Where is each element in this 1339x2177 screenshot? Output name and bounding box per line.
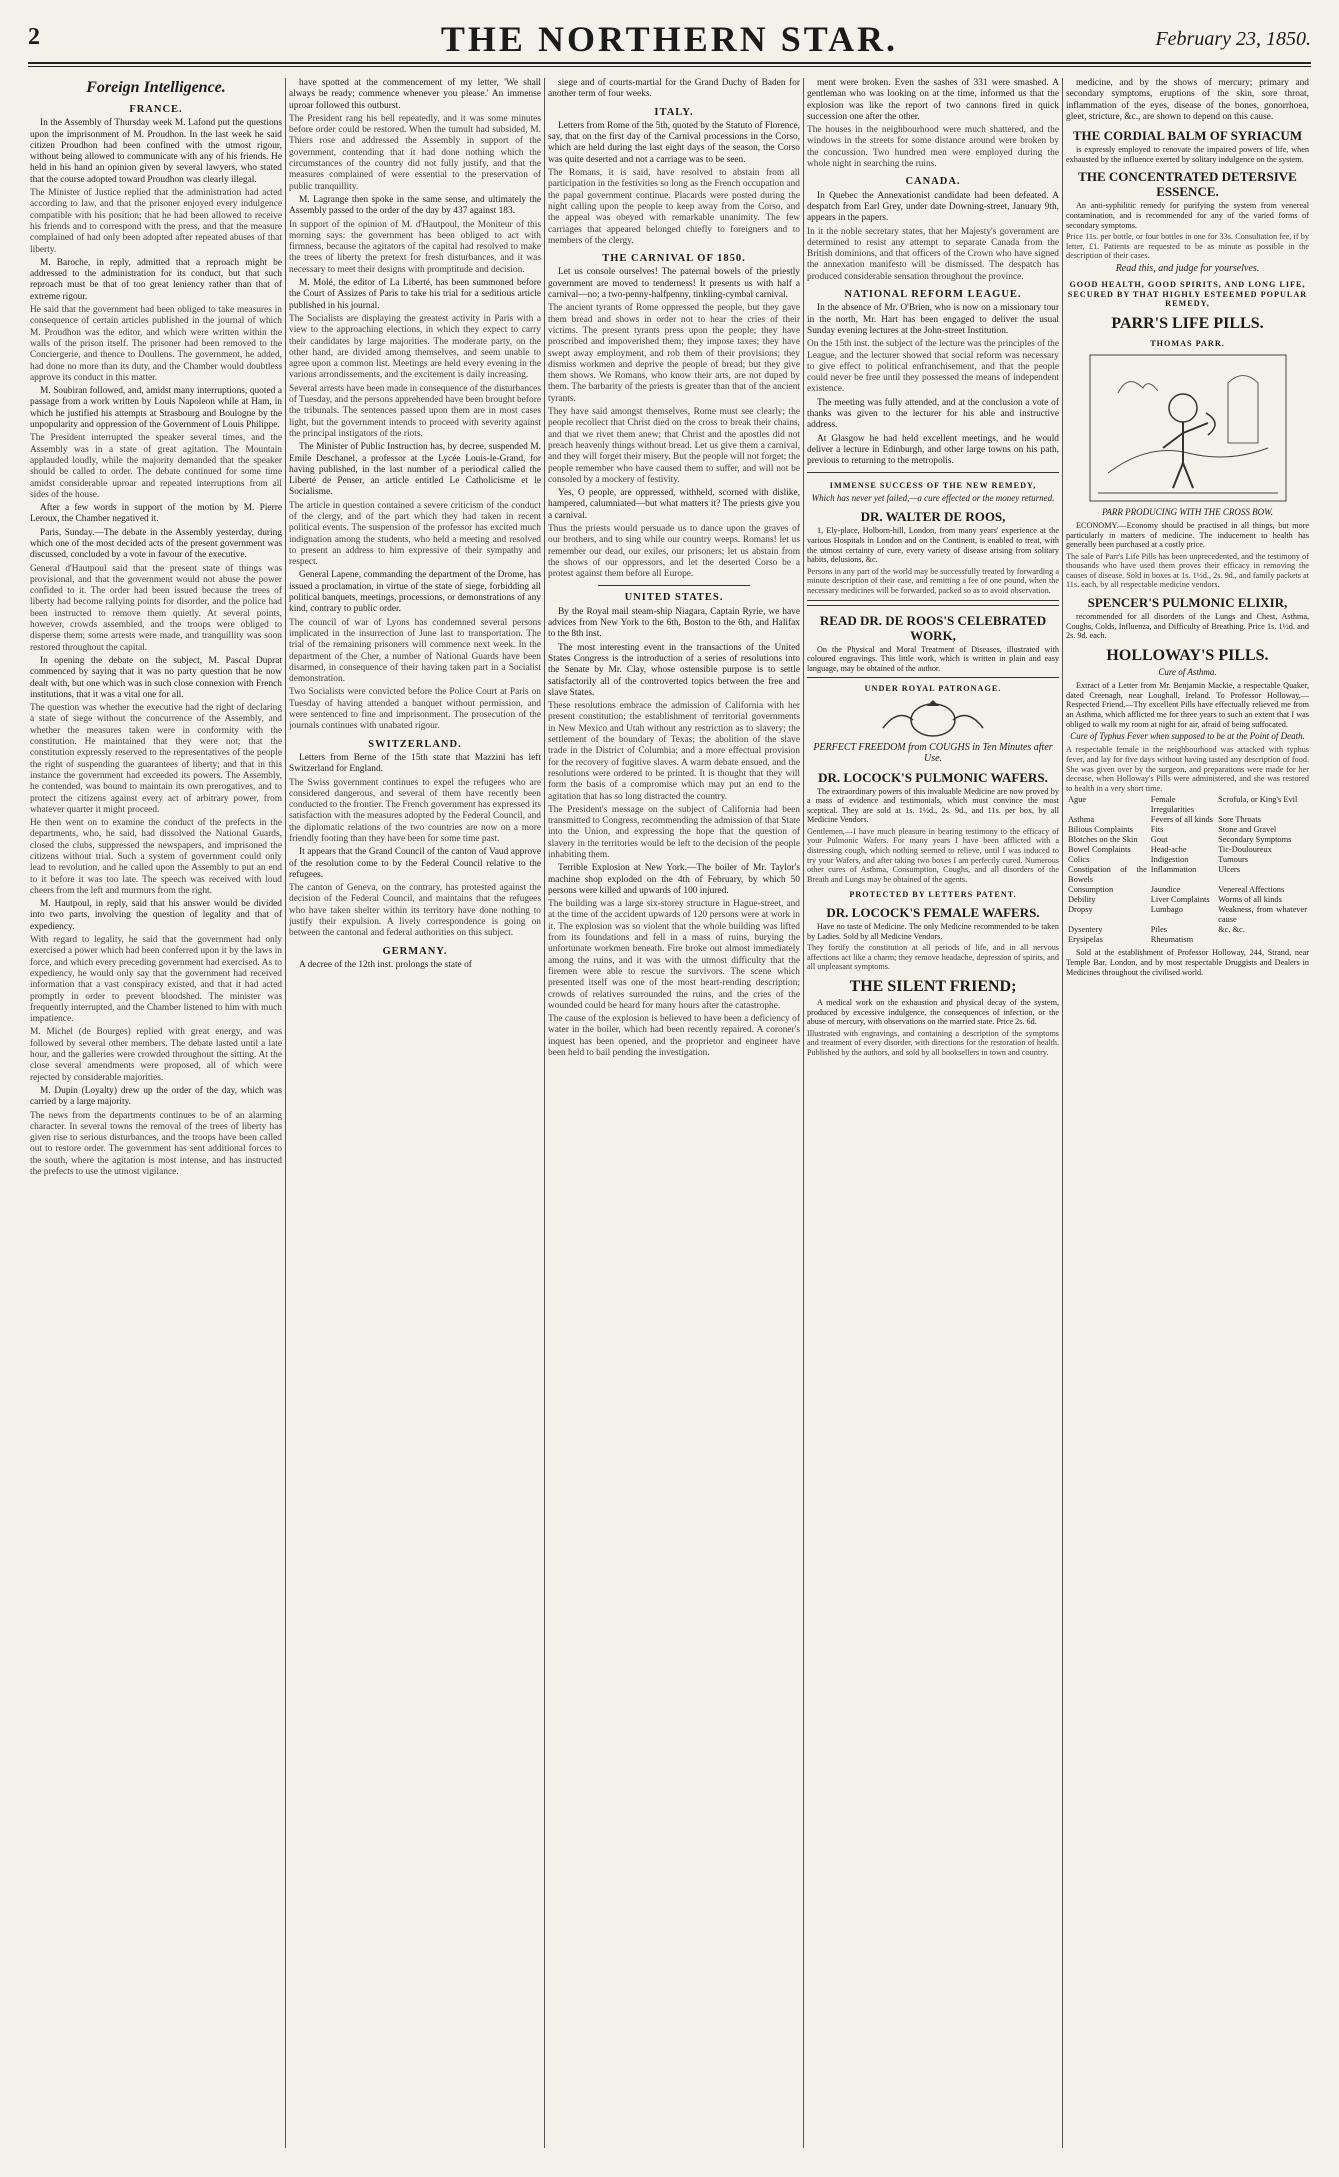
article-paragraph: It appears that the Grand Council of the canton of Vaud approve of the resolution come to by the Federal Council relative to the refugees. [289, 847, 541, 880]
ad-headline: IMMENSE SUCCESS OF THE NEW REMEDY, [829, 480, 1037, 490]
newspaper-title: THE NORTHERN STAR. [440, 19, 899, 59]
body-text: The council of war of Lyons has condemned several persons implicated in the insurrection of June last to transportation. The trial of the remaining prisoners will commence next week. In the department of the Cher, a number of National Guards have been disarmed, in consequence of their having taken part in a Socialist demonstration. [289, 617, 541, 685]
ad-body: On the Physical and Moral Treatment of Diseases, illustrated with coloured engravings. This little work, which is written in plain and easy language, may be obtained of the author. [807, 644, 1059, 673]
ailment-cell: &c. &c. [1218, 925, 1245, 935]
body-text: Persons in any part of the world may be successfully treated by forwarding a minute description of their case, and remitting a fee of one pound, when the necessary medicines will be forwarded, packed so as to avoid observation. [807, 566, 1059, 595]
advertisement-de-roos-work [807, 605, 1059, 679]
ad-headline: THE CORDIAL BALM OF SYRIACUM [1072, 128, 1303, 144]
ailment-cell: Indigestion [1150, 855, 1189, 865]
separator [598, 585, 749, 586]
engraving-caption: PARR PRODUCING WITH THE CROSS BOW. [1102, 506, 1273, 517]
advertisement-de-roos [807, 472, 1059, 601]
ailment-cell: Bowel Complaints [1068, 845, 1131, 855]
heading-carnival: THE CARNIVAL OF 1850. [602, 253, 746, 265]
column-5 [1066, 78, 1309, 2148]
ailment-cell: Blotches on the Skin [1068, 835, 1138, 845]
ailment-cell: Debility [1068, 895, 1096, 905]
body-text: These resolutions embrace the admission of California with her present constitution; the establishment of territorial governments in New Mexico and Utah without any restriction as to slavery; the settlement of the boundary of Texas; the abolition of the slave trade in the District of Columbia; and a more effectual provision for the recovery of fugitive slaves. A warm debate ensued, and the resolutions were ordered to be printed. It is thought that they will form the basis of a compromise which may put an end to the agitation that has so long distracted the country. [548, 701, 800, 802]
body-text: The building was a large six-storey structure in Hague-street, and at the time of the accident upwards of 120 persons were at work in it. The explosion was so violent that the whole building was lifted from its foundations and fell in a mass of ruins, burying the unfortunate workmen beneath. Fire broke out almost immediately among the ruins, and it was with the utmost difficulty that the firemen were able to rescue the survivors. The scene which presented itself was one of the most heart-rending description; crowds of relatives surrounded the ruins, and the cries of the wounded could be heard for many hours after the catastrophe. [548, 899, 800, 1011]
body-text: The article in question contained a severe criticism of the conduct of the clergy, and of the part which they had taken in recent political events. The suspension of the professor has excited much indignation among the students, who held a meeting and resolved to present an address to him expressive of their sympathy and respect. [289, 500, 541, 568]
heading-italy: ITALY. [654, 106, 694, 118]
ad-subheadline: THOMAS PARR. [1150, 339, 1225, 349]
heading-france: FRANCE. [129, 104, 183, 115]
column-divider [544, 78, 545, 2148]
ailment-cell: Worms of all kinds [1218, 895, 1282, 905]
body-text: He then went on to examine the conduct of the prefects in the departments, who, he said, had dissolved the National Guards, closed the clubs, suppressed the newspapers, and imprisoned the citizens without trial. Such a system of government could only lead to revolution, and he called upon the Assembly to put an end to it before it was too late. The speech was received with loud cheers from the left and murmurs from the right. [30, 818, 282, 896]
column-1 [30, 78, 282, 2148]
body-text: The President rang his bell repeatedly, and it was some minutes before order could be restored. When the tumult had subsided, M. Thiers rose and addressed the Assembly in support of the government, contending that it had done nothing which the circumstances of the country did not fully justify, and that the measures complained of were essential to the preservation of public tranquillity. [289, 113, 541, 192]
article-paragraph: The Minister of Public Instruction has, by decree, suspended M. Emile Deschanel, a professor at the Lycée Louis-le-Grand, for having published, in the last number of a periodical called the Liberté de Penser, an article entitled Le Catholicisme et le Socialisme. [289, 442, 541, 498]
ailment-cell: Piles [1150, 925, 1168, 935]
article-paragraph: Letters from Berne of the 15th state that Mazzini has left Switzerland for England. [289, 752, 541, 775]
ad-headline: READ DR. DE ROOS'S CELEBRATED WORK, [819, 612, 1047, 643]
ailment-cell: Sore Throats [1218, 815, 1261, 825]
article-paragraph: Letters from Rome of the 5th, quoted by the Statuto of Florence, say, that on the first day of the Carnival processions in the Corso, which are held during the last eight days of the season, the Corso was quite deserted and not a carriage was to be seen. [548, 120, 800, 165]
ad-patronage: UNDER ROYAL PATRONAGE. [864, 684, 1002, 694]
royal-arms-engraving-icon [843, 698, 1023, 738]
ailment-cell: Asthma [1068, 815, 1095, 825]
ad-subheadline: Which has never yet failed,—a cure effected or the money returned. [811, 493, 1055, 504]
article-paragraph: M. Hautpoul, in reply, said that his answer would be divided into two parts, involving the question of legality and that of expediency. [30, 899, 282, 932]
ad-tagline: PERFECT FREEDOM from COUGHS in Ten Minutes after Use. [813, 741, 1053, 765]
body-text: The canton of Geneva, on the contrary, has protested against the decision of the Federal Council, and maintains that the refugees who have taken shelter within its territory have done nothing to justify their expulsion. A lively correspondence is going on between the cantonal and federal authorities on this subject. [289, 883, 541, 939]
heading-germany: GERMANY. [382, 945, 448, 957]
body-text: The Minister of Justice replied that the administration had acted according to law, and that the prisoner enjoyed every indulgence compatible with his position; that he had been allowed to receive his friends and to correspond with the press, and that the measure complained of had only been adopted after repeated abuses of that liberty. [30, 188, 282, 255]
body-text: Thus the priests would persuade us to dance upon the graves of our brothers, and to sing while our country weeps. Romans! let us remember our dead, our exiles, our prisoners; let us abstain from the shows of our oppressors, and let the deserted Corso be a protest against them before all Europe. [548, 523, 800, 580]
ailment-cell: Inflammation [1150, 865, 1197, 875]
article-paragraph: Paris, Sunday.—The debate in the Assembly yesterday, during which one of the most decided acts of the present government was discussed, concluded by a vote in favour of the executive. [30, 527, 282, 561]
column-3 [548, 78, 800, 2148]
ailment-cell: Lumbago [1150, 905, 1183, 915]
ailment-cell: Erysipelas [1068, 935, 1103, 945]
article-paragraph: M. Molé, the editor of La Liberté, has been summoned before the Court of Assizes of Paris to take his trial for a seditious article published in his journal. [289, 278, 541, 311]
page-number: 2 [28, 24, 40, 50]
body-text: A respectable female in the neighbourhood was attacked with typhus fever, and lay for five days without having tasted any description of food. She was given over by the surgeon, and preparations were made for her decease, when Holloway's Pills were administered, and she was restored to health in a very short time. [1066, 745, 1309, 793]
ailment-cell: Rheumatism [1150, 935, 1194, 945]
column-divider [285, 78, 286, 2148]
ad-doctor-name: DR. WALTER DE ROOS, [860, 509, 1006, 525]
ad-patent: PROTECTED BY LETTERS PATENT. [849, 890, 1017, 900]
ailment-cell: Fevers of all kinds [1150, 815, 1213, 825]
ailments-row [1066, 935, 1309, 945]
article-paragraph: siege and of courts-martial for the Grand Duchy of Baden for another term of four weeks. [548, 78, 800, 100]
article-paragraph: In the Assembly of Thursday week M. Lafond put the questions upon the imprisonment of M. Proudhon. In the last week he said citizen Proudhon had been confined with the utmost rigour, without being allowed to communicate with any of his friends. He held in his hand an opinion given by several lawyers, who stated that the course adopted toward Proudhon was clearly illegal. [30, 118, 282, 185]
body-text: Several arrests have been made in consequence of the disturbances of Tuesday, and the persons apprehended have been brought before the tribunals. The sentences passed upon them are in most cases light, but the government intends to proceed with severity against the principal instigators of the riots. [289, 383, 541, 439]
ailments-row [1066, 905, 1309, 925]
body-text: In it the noble secretary states, that her Majesty's government are determined to resist any attempt to separate Canada from the British dominions, and that officers of the Crown who have signed the annexation manifesto will be dismissed. The despatch has produced considerable sensation throughout the province. [807, 226, 1059, 282]
body-text: The houses in the neighbourhood were much shattered, and the windows in the streets for some distance around were broken by the concussion. Two hundred men were employed during the whole night in searching the ruins. [807, 125, 1059, 170]
ad-body: is expressly employed to renovate the impaired powers of life, when exhausted by the influence exerted by solitary indulgence on the system. [1066, 145, 1309, 164]
article-paragraph: A decree of the 12th inst. prolongs the state of [299, 959, 472, 970]
masthead-rule-thin [28, 66, 1311, 67]
article-paragraph: In Quebec the Annexationist candidate had been defeated. A despatch from Earl Grey, under date Downing-street, January 9th, appears in the papers. [807, 190, 1059, 224]
ailment-cell: Ulcers [1218, 865, 1240, 875]
ailment-cell: Venereal Affections [1218, 885, 1285, 895]
ad-body: 1, Ely-place, Holborn-hill, London, from many years' experience at the various Hospitals in London and on the Continent, is enabled to treat, with the utmost certainty of cure, every variety of disease arising from solitary habits, delusions, &c. [807, 526, 1059, 565]
article-paragraph: General Lapene, commanding the department of the Drome, has issued a proclamation, in virtue of the state of siege, forbidding all political banquets, meetings, processions, or demonstrations of any kind, contrary to public order. [289, 570, 541, 615]
ailments-row [1066, 795, 1309, 815]
ailment-cell: Secondary Symptoms [1218, 835, 1292, 845]
ad-headline: DR. LOCOCK'S PULMONIC WAFERS. [818, 769, 1048, 785]
ailments-row [1066, 925, 1309, 935]
ailments-table [1066, 795, 1309, 945]
body-text: The question was whether the executive had the right of declaring a state of siege without the concurrence of the Assembly, and whether the measures taken were in conformity with the constitution. He maintained that they were not; that the constitution expressly reserved to the representatives of the people the right of suspending the guarantees of liberty; and that in this instance the government had exceeded its powers. The Assembly, he contended, was bound to maintain its own prerogatives, and to protect the citizens against every act of arbitrary power, from whatever quarter it might proceed. [30, 703, 282, 815]
ad-headline: GOOD HEALTH, GOOD SPIRITS, AND LONG LIFE, SECURED BY THAT HIGHLY ESTEEMED POPULAR REMEDY, [1067, 280, 1308, 309]
ad-product-name: PARR'S LIFE PILLS. [1111, 315, 1264, 333]
ailment-cell: Bilious Complaints [1068, 825, 1133, 835]
body-text: In support of the opinion of M. d'Hautpoul, the Moniteur of this morning says: the government has been obliged to act with firmness, because the agitators of the capital had resolved to make the trees of liberty the pretext for fresh disturbances, and it was necessary to meet their designs with promptitude and decision. [289, 219, 541, 275]
body-text: The President's message on the subject of California had been transmitted to Congress, recommending the admission of that State into the Union, and expressing the hope that the question of slavery in the territories would be left to the decision of the people inhabiting them. [548, 804, 800, 860]
ailments-row [1066, 895, 1309, 905]
article-paragraph: M. Soubiran followed, and, amidst many interruptions, quoted a passage from a work written by Louis Napoleon while at Ham, in which he justified his attempts at Strasbourg and Boulogne by the unpopularity and oppression of the Government of Louis Philippe. [30, 386, 282, 431]
ailments-row [1066, 865, 1309, 885]
article-paragraph: medicine, and by the shows of mercury; primary and secondary symptoms, eruptions of the skin, sore throat, inflammation of the eyes, disease of the bones, gonorrhoea, gleet, stricture, &c., are shown to depend on this cause. [1066, 78, 1309, 122]
article-paragraph: The meeting was fully attended, and at the conclusion a vote of thanks was given to the lecturer for his able and instructive address. [807, 397, 1059, 431]
ad-subheadline: Cure of Typhus Fever when supposed to be at the Point of Death. [1070, 731, 1305, 742]
ailment-cell: Constipation of the Bowels [1068, 865, 1147, 885]
article-paragraph: M. Lagrange then spoke in the same sense, and ultimately the Assembly passed to the order of the day by 437 against 183. [289, 194, 541, 217]
body-text: With regard to legality, he said that the government had only exercised a power which had been conferred upon it by the laws in force, and which every preceding government had exercised. As to expediency, he would only say that the government had received information that a vast conspiracy existed, and that it had acted promptly in order to prevent bloodshed. The minister was frequently interrupted, and the Chamber listened to him with much impatience. [30, 935, 282, 1025]
ailment-cell: Gout [1150, 835, 1168, 845]
ad-headline: SPENCER'S PULMONIC ELIXIR, [1087, 595, 1288, 611]
heading-canada: CANADA. [905, 176, 961, 188]
ailment-cell: Female Irregularities [1150, 795, 1195, 815]
ad-body: An anti-syphilitic remedy for purifying the system from venereal contamination, and is recommended for any of the varied forms of secondary symptoms. [1066, 201, 1309, 230]
ailments-row [1066, 835, 1309, 845]
ailment-cell: Colics [1068, 855, 1090, 865]
body-text: General d'Hautpoul said that the present state of things was provisional, and that the government would not abuse the power confided to it. The order had been issued because the trees of liberty had become rallying points for disorder, and the police had been instructed to remove them quietly. At several points, however, crowds assembled, and the troops were obliged to disperse them; some arrests were made, and tranquillity was soon restored throughout the capital. [30, 563, 282, 653]
ailment-cell: Fits [1150, 825, 1164, 835]
column-divider [803, 78, 804, 2148]
ad-tagline: Read this, and judge for yourselves. [1115, 262, 1260, 274]
ailments-row [1066, 845, 1309, 855]
ad-body: Extract of a Letter from Mr. Benjamin Mackie, a respectable Quaker, dated Creenagh, near Loughall, Ireland. To Professor Holloway,—Respected Friend,—Thy excellent Pills have effectually relieved me from an Asthma, which afflicted me for three years to such an extent that I was obliged to walk my room at night for air, afraid of being suffocated. [1066, 681, 1309, 729]
ailments-row [1066, 825, 1309, 835]
body-text: The ancient tyrants of Rome oppressed the people, but they gave them bread and shows in order not to hear the cries of their victims. The present tyrants press upon the people; they have proscribed and impoverished them; they impose taxes; they have swept away employment, and rob them of their provisions; they dismiss workmen and deprive the people of bread; but they give them shows. We Romans, who know their arts, are not duped by them. The barbarity of the priests is greater than that of the ancient tyrants. [548, 303, 800, 404]
ailment-cell: Scrofula, or King's Evil [1218, 795, 1298, 805]
body-text: The Swiss government continues to expel the refugees who are considered dangerous, and several of them have recently been conducted to the frontier. The French government has expressed its satisfaction with the measures adopted by the Federal Council, and the diplomatic relations of the two countries are now on a more friendly footing than they have been for some time past. [289, 777, 541, 844]
ailment-cell: Ague [1068, 795, 1087, 805]
ailment-cell [1216, 935, 1309, 945]
body-text: They fortify the constitution at all periods of life, and in all nervous affections act like a charm; they remove headache, depression of spirits, and all unpleasant symptoms. [807, 943, 1059, 972]
body-text: They have said amongst themselves, Rome must see clearly; the people recollect that Christ died on the cross to break their chains, and that we rivet them anew; that Christ and the apostles did not preach heavenly things without bread. Let us give them a carnival, and they will forget their misery. But the people will not forget; the people remember who have caused them to suffer, and will not be consoled by a mockery of festivity. [548, 407, 800, 485]
column-4 [807, 78, 1059, 2148]
ailment-cell: Jaundice [1150, 885, 1181, 895]
article-paragraph: The most interesting event in the transactions of the United States Congress is the introduction of a series of resolutions into the Senate by Mr. Clay, whose ostensible purpose is to settle satisfactorily all of the controverted topics between the free and slave States. [548, 642, 800, 698]
article-paragraph: M. Dupin (Loyalty) drew up the order of the day, which was carried by a large majority. [30, 1085, 282, 1108]
article-paragraph: ment were broken. Even the sashes of 331 were smashed. A gentleman who was looking on at the time, informed us that the explosion was like the report of two cannons fired in quick succession one after the other. [807, 78, 1059, 122]
body-text: The news from the departments continues to be of an alarming character. In several towns the removal of the trees of liberty has given rise to serious disturbances, and the troops have been called out to restore order. The government has sent additional forces to the south, where the agitation is most intense, and has instructed the prefects to use the utmost vigilance. [30, 1110, 282, 1178]
article-paragraph: Let us console ourselves! The paternal bowels of the priestly government are moved to tenderness! It presents us with half a carnival—no; a two-penny-halfpenny, tinkling-cymbal carnival. [548, 267, 800, 301]
ad-footer: Sold at the establishment of Professor Holloway, 244, Strand, near Temple Bar, London, and by most respectable Druggists and Dealers in Medicines throughout the civilised world. [1066, 948, 1309, 977]
body-text: Two Socialists were convicted before the Police Court at Paris on Tuesday of having attended a banquet without permission, and were sentenced to fine and imprisonment. The prosecution of the journals continues with unabated rigour. [289, 687, 541, 732]
issue-date: February 23, 1850. [1155, 28, 1311, 50]
body-text: The sale of Parr's Life Pills has been unprecedented, and the testimony of thousands who have used them proves their efficacy in removing the causes of disease. Sold in boxes at 1s. 1½d., 2s. 9d., and family packets at 11s. each, by all respectable medicine vendors. [1066, 551, 1309, 590]
body-text: Price 11s. per bottle, or four bottles in one for 33s. Consultation fee, if by letter, £1. Patients are requested to be as minute as possible in the description of their cases. [1066, 232, 1309, 261]
masthead-rule [28, 62, 1311, 64]
ad-body: ECONOMY.—Economy should be practised in all things, but more particularly in matters of medicine. The inducement to health has generally been purchased at a costly price. [1066, 520, 1309, 550]
ailment-cell: Head-ache [1150, 845, 1187, 855]
article-paragraph: Terrible Explosion at New York.—The boiler of Mr. Taylor's machine shop exploded on the 4th of February, by which 50 persons were killed and upwards of 100 injured. [548, 863, 800, 896]
ailment-cell: Weakness, from whatever cause [1218, 905, 1307, 925]
ailments-row [1066, 815, 1309, 825]
article-paragraph: have spotted at the commencement of my letter, 'We shall always be ready; commence whenever you please.' An immense uproar followed this outburst. [289, 78, 541, 111]
ad-subheadline: Cure of Asthma. [1158, 666, 1217, 677]
body-text: The cause of the explosion is believed to have been a deficiency of water in the boiler, which had been recently repaired. A coroner's inquest has been opened, and the proprietor and engineer have been held to bail pending the investigation. [548, 1014, 800, 1059]
body-text: The President interrupted the speaker several times, and the Assembly was in a state of great agitation. The Mountain applauded loudly, while the majority demanded that the speaker should be called to order. The debate continued for some time amidst considerable uproar and repeated interruptions from all sides of the house. [30, 433, 282, 500]
parr-engraving-icon [1088, 353, 1288, 503]
body-text: Gentlemen,—I have much pleasure in bearing testimony to the efficacy of your Pulmonic Wafers. For many years I have been afflicted with a distressing cough, which nothing seemed to relieve, until I was induced to try your Wafers, and after taking two boxes I am perfectly cured. Numerous other cures of Asthma, Consumption, Coughs, and all disorders of the Breath and Lungs may be obtained of the agents. [807, 826, 1059, 884]
ad-body: A medical work on the exhaustion and physical decay of the system, produced by excessive indulgence, the consequences of infection, or the abuse of mercury, with observations on the married state. Price 2s. 6d. [807, 998, 1059, 1027]
ailment-cell: Tumours [1218, 855, 1249, 865]
ad-headline: THE CONCENTRATED DETERSIVE ESSENCE. [1078, 169, 1297, 200]
ad-body: recommended for all disorders of the Lungs and Chest, Asthma, Coughs, Colds, Influenza, and Difficulty of Breathing. Price 1s. 1½d. and 2s. 9d. each. [1066, 612, 1309, 641]
heading-switzerland: SWITZERLAND. [368, 738, 462, 750]
article-paragraph: M. Baroche, in reply, admitted that a reproach might be addressed to the administration for its conduct, but that such reproach must be that of too great leniency rather than that of extreme rigour. [30, 257, 282, 302]
ailment-cell: Dysentery [1068, 925, 1103, 935]
ad-headline: THE SILENT FRIEND; [849, 978, 1017, 996]
ailments-row [1066, 855, 1309, 865]
article-paragraph: At Glasgow he had held excellent meetings, and he would deliver a lecture in Edinburgh, and other large towns on his path, previous to returning to the metropolis. [807, 433, 1059, 467]
section-heading: Foreign Intelligence. [86, 79, 226, 96]
ad-headline: HOLLOWAY'S PILLS. [1106, 646, 1269, 664]
ailment-cell: Liver Complaints [1150, 895, 1210, 905]
column-divider [1062, 78, 1063, 2148]
ad-headline: DR. LOCOCK'S FEMALE WAFERS. [826, 905, 1040, 921]
article-paragraph: After a few words in support of the motion by M. Pierre Leroux, the Chamber negatived it. [30, 503, 282, 525]
ailment-cell: Consumption [1068, 885, 1114, 895]
body-text: Illustrated with engravings, and containing a description of the symptoms and treatment of every disorder, with directions for the restoration of health. Published by the authors, and sold by all booksellers in town and country. [807, 1028, 1059, 1057]
article-paragraph: In the absence of Mr. O'Brien, who is now on a missionary tour in the north, Mr. Hart has been engaged to deliver the usual Sunday evening lectures at the John-street Institution. [807, 303, 1059, 336]
ad-body: The extraordinary powers of this invaluable Medicine are now proved by a mass of evidence and testimonials, which must convince the most sceptical. They are sold at 1s. 1½d., 2s. 9d., and 11s. per box, by all Medicine Vendors. [807, 786, 1059, 825]
ailment-cell: Dropsy [1068, 905, 1093, 915]
ailment-cell: Tic-Douloureux [1218, 845, 1272, 855]
column-2 [289, 78, 541, 2148]
heading-united-states: UNITED STATES. [624, 592, 724, 604]
body-text: The Socialists are displaying the greatest activity in Paris with a view to the approaching elections, in which they expect to carry their candidates by large majorities. The moderate party, on the other hand, are divided among themselves, and seem unable to agree upon a common list. Meetings are held every evening in the various arrondissements, and the excitement is daily increasing. [289, 313, 541, 381]
body-text: He said that the government had been obliged to take measures in consequence of certain articles published in the journal of which M. Proudhon was the editor, and which were written within the walls of the prison itself. The prisoner had been removed to the Conciergerie, and thence to Doullens. The government, he added, had done no more than its duty, and the Chamber would doubtless approve its conduct in this matter. [30, 305, 282, 383]
ailment-cell: Stone and Gravel [1218, 825, 1277, 835]
ailments-row [1066, 885, 1309, 895]
body-text: The Romans, it is said, have resolved to abstain from all participation in the festivities so long as the French occupation and the papal government continue. Placards were posted during the night calling upon the people to keep away from the Corso, and the appeal was obeyed with remarkable unanimity. The few carriages that appeared belonged chiefly to foreigners and to members of the clergy. [548, 168, 800, 246]
article-paragraph: In opening the debate on the subject, M. Pascal Duprat commenced by saying that it was no party question that he now dealt with, but one which was in such close connexion with French institutions, that it was a vital one for all. [30, 655, 282, 700]
ad-body: Have no taste of Medicine. The only Medicine recommended to be taken by Ladies. Sold by all Medicine Vendors. [807, 922, 1059, 941]
body-text: On the 15th inst. the subject of the lecture was the principles of the League, and the lecturer showed that social reform was necessary to give effect to political enfranchisement, and that the people could never be free until they possessed the means of independent existence. [807, 339, 1059, 395]
body-text: M. Michel (de Bourges) replied with great energy, and was followed by several other members. The debate lasted until a late hour, and the galleries were crowded throughout the sitting. At the close several amendments were proposed, all of which were rejected by considerable majorities. [30, 1027, 282, 1083]
article-paragraph: By the Royal mail steam-ship Niagara, Captain Ryrie, we have advices from New York to the 6th, Boston to the 6th, and Halifax to the 8th inst. [548, 606, 800, 640]
masthead [28, 14, 1311, 62]
heading-national-reform-league: NATIONAL REFORM LEAGUE. [844, 289, 1022, 301]
article-paragraph: Yes, O people, are oppressed, withheld, scorned with dislike, hampered, calumniated—but what matters it? The priests give you a carnival. [548, 488, 800, 521]
